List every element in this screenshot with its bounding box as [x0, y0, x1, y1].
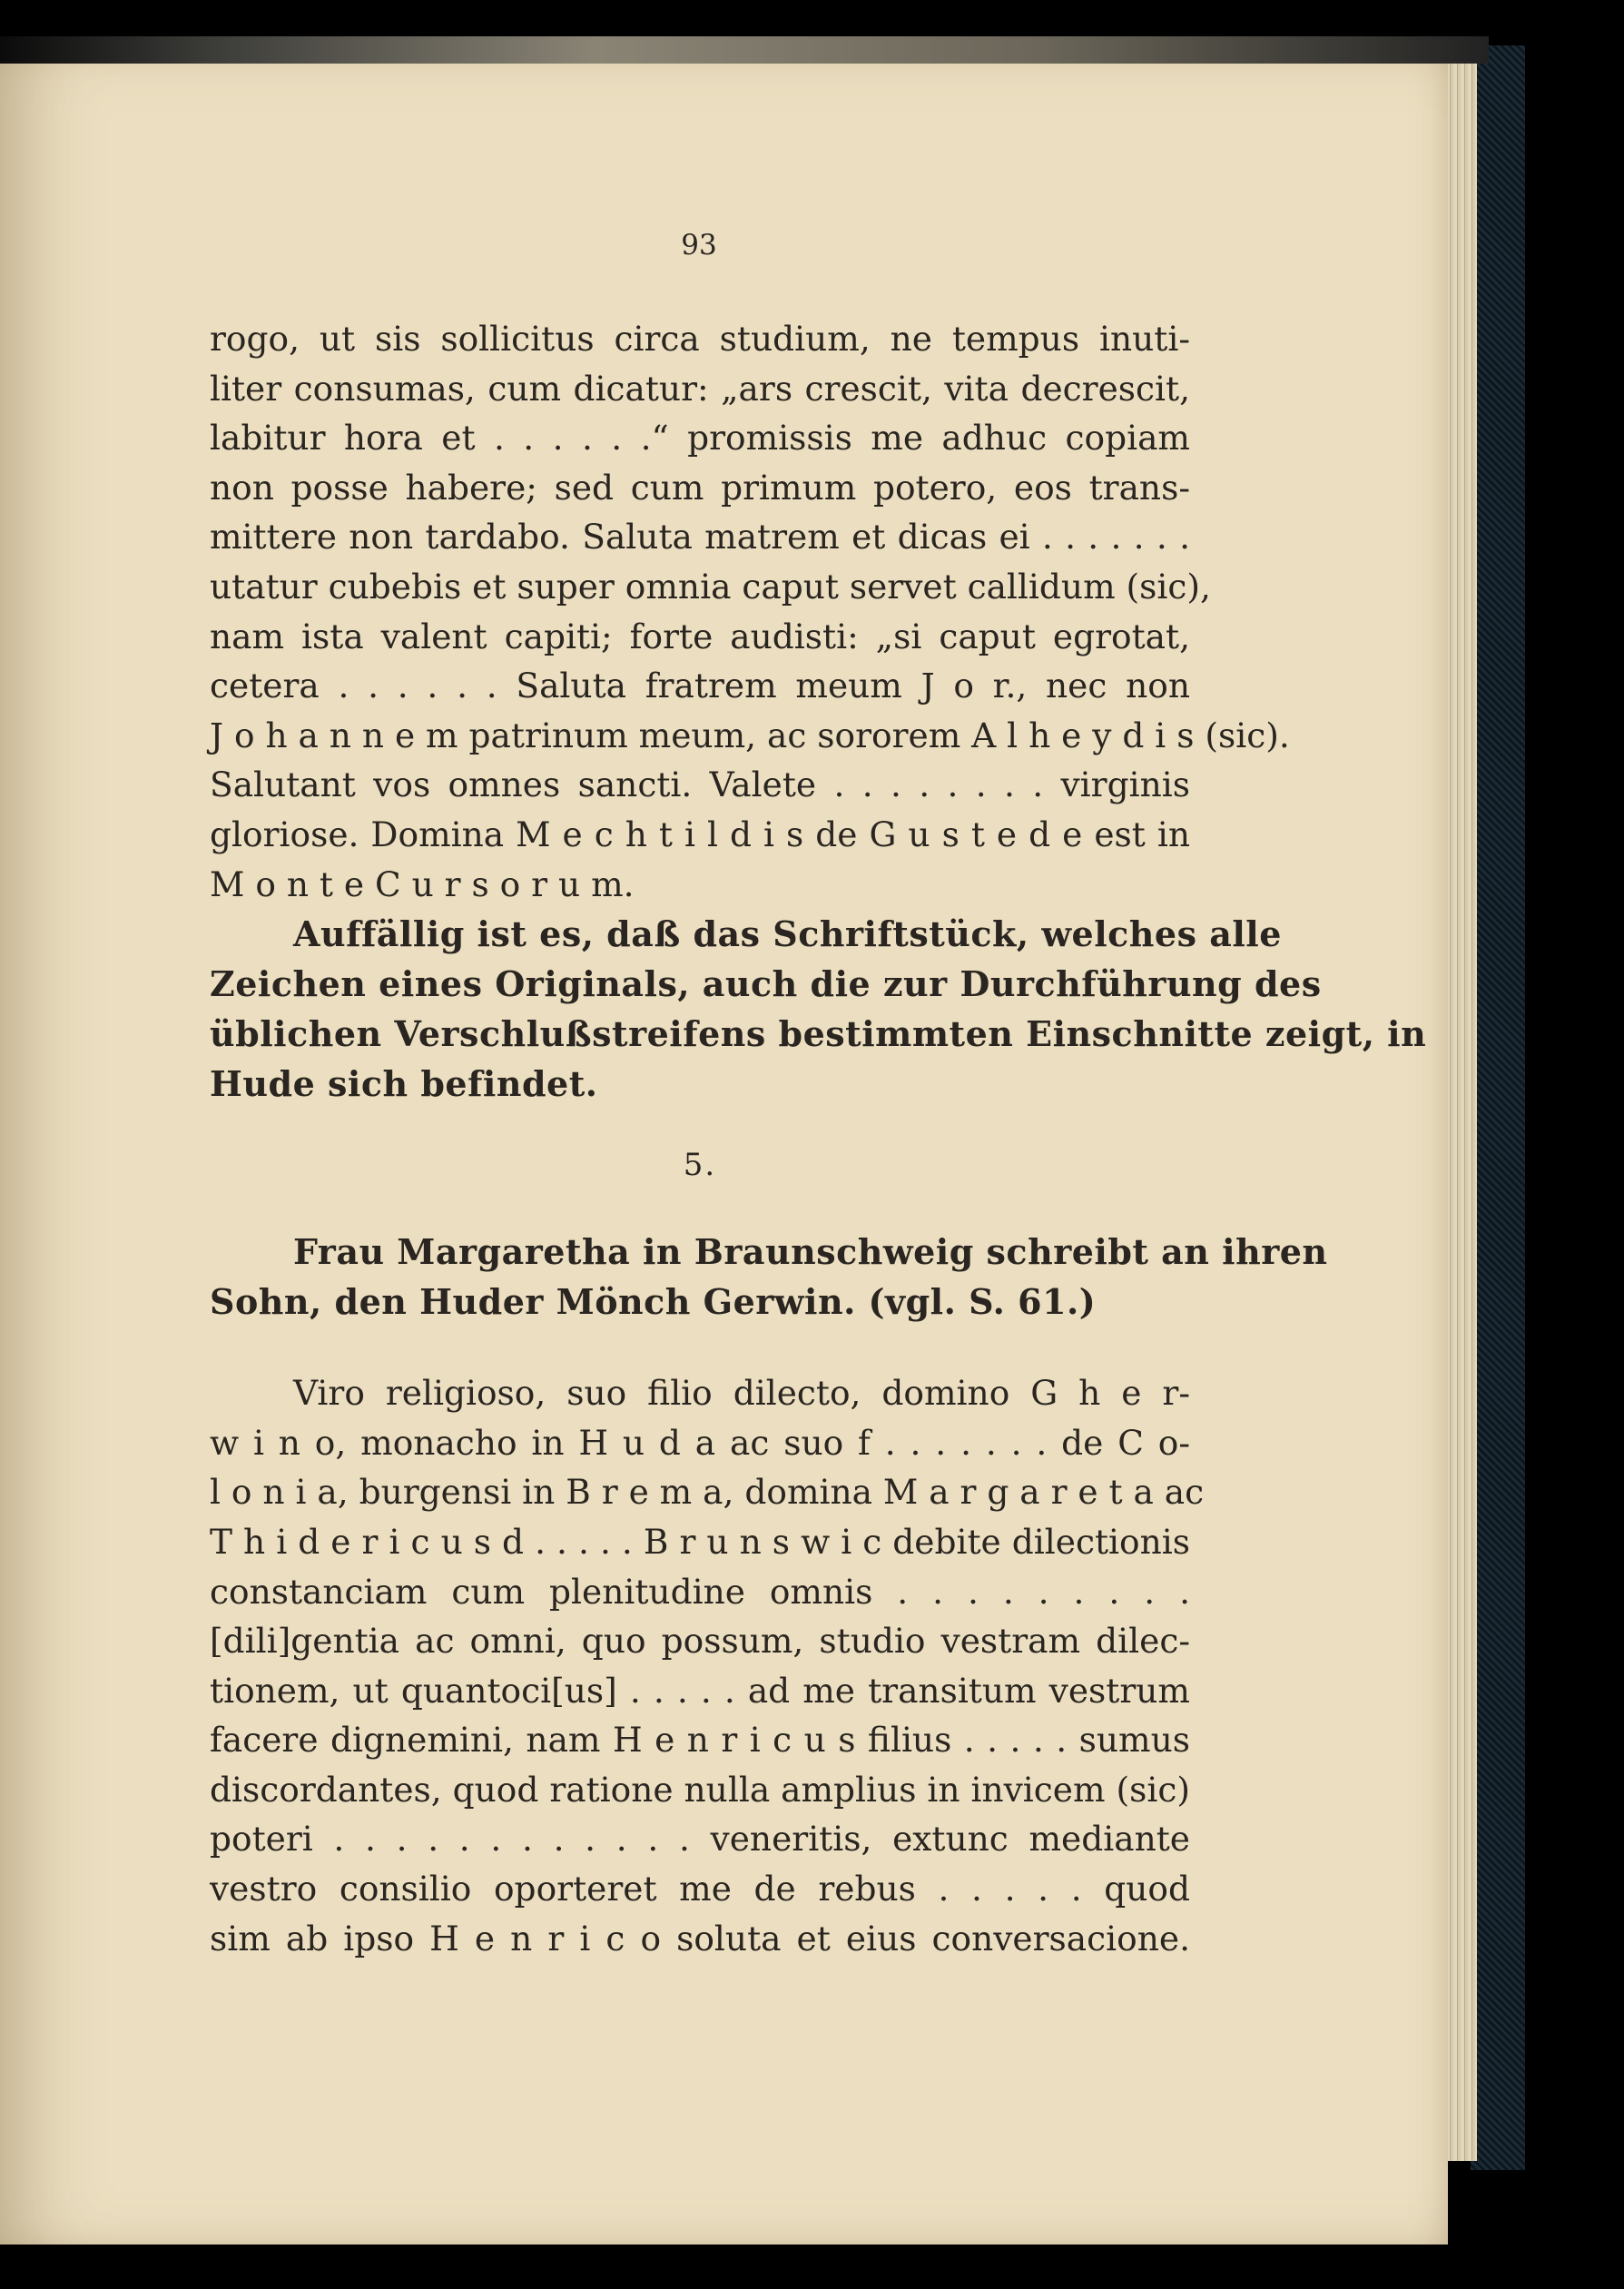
text-line: tionem, ut quantoci[us] . . . . . ad me transitum vestrum: [210, 1670, 1190, 1711]
text-line: l o n i a, burgensi in B r e m a, domina M a r g a r e t a ac: [210, 1472, 1205, 1513]
text-line: labitur hora et . . . . . .“ promissis me adhuc copiam: [210, 418, 1190, 459]
page-body: [210, 314, 1427, 1963]
text-line: sim ab ipso H e n r i c o soluta et eius conversacione.: [210, 1918, 1190, 1958]
text-line: cetera . . . . . . Saluta fratrem meum J o r., nec non: [210, 666, 1190, 706]
paragraph-latin-letter-2: [210, 1368, 1205, 1963]
section-number: 5.: [683, 1147, 717, 1184]
text-line: üblichen Verschlußstreifens bestimmten Einschnitte zeigt, in: [210, 1013, 1427, 1055]
book-binding: [1471, 45, 1525, 2170]
text-line: gloriose. Domina M e c h t i l d i s de G u s t e d e est in: [210, 814, 1190, 854]
section-heading: [210, 1227, 1328, 1327]
text-line: J o h a n n e m patrinum meum, ac sororem A l h e y d i s (sic).: [210, 715, 1290, 755]
paragraph-latin-letter: [210, 314, 1290, 909]
text-line: w i n o, monacho in H u d a ac suo f . . . . . . . de C o-: [210, 1422, 1190, 1463]
text-line: Hude sich befindet.: [210, 1063, 598, 1105]
text-line: vestro consilio oporteret me de rebus . . . . . quod: [210, 1869, 1190, 1909]
text-line: rogo, ut sis sollicitus circa studium, ne tempus inuti-: [210, 319, 1190, 359]
text-line: Zeichen eines Originals, auch die zur Durchführung des: [210, 963, 1322, 1005]
text-line: liter consumas, cum dicatur: „ars crescit, vita decrescit,: [210, 368, 1190, 409]
page-number: 93: [681, 229, 717, 261]
text-line: Viro religioso, suo filio dilecto, domino G h e r-: [293, 1373, 1190, 1414]
text-line: mittere non tardabo. Saluta matrem et dicas ei . . . . . . .: [210, 517, 1190, 557]
text-line: Frau Margaretha in Braunschweig schreibt an ihren: [293, 1231, 1328, 1273]
top-edge-shadow: [0, 36, 1489, 64]
text-line: [dili]gentia ac omni, quo possum, studio vestram dilec-: [210, 1621, 1190, 1662]
text-line: facere dignemini, nam H e n r i c u s filius . . . . . sumus: [210, 1720, 1190, 1761]
text-line: nam ista valent capiti; forte audisti: „si caput egrotat,: [210, 616, 1190, 656]
text-line: Salutant vos omnes sancti. Valete . . . . . . . . virginis: [210, 765, 1190, 805]
text-line: non posse habere; sed cum primum potero, eos trans-: [210, 467, 1190, 508]
text-line: M o n t e C u r s o r u m.: [210, 863, 635, 904]
text-line: poteri . . . . . . . . . . . . veneritis, extunc mediante: [210, 1819, 1190, 1860]
text-line: Auffällig ist es, daß das Schriftstück, welches alle: [293, 913, 1282, 955]
text-line: utatur cubebis et super omnia caput servet callidum (sic),: [210, 566, 1211, 607]
paragraph-commentary: [210, 909, 1427, 1109]
text-line: Sohn, den Huder Mönch Gerwin. (vgl. S. 61.): [210, 1281, 1097, 1323]
text-line: constanciam cum plenitudine omnis . . . . . . . . .: [210, 1571, 1190, 1612]
text-line: T h i d e r i c u s d . . . . . B r u n s w i c debite dilectionis: [210, 1521, 1190, 1562]
text-line: discordantes, quod ratione nulla amplius in invicem (sic): [210, 1769, 1190, 1810]
